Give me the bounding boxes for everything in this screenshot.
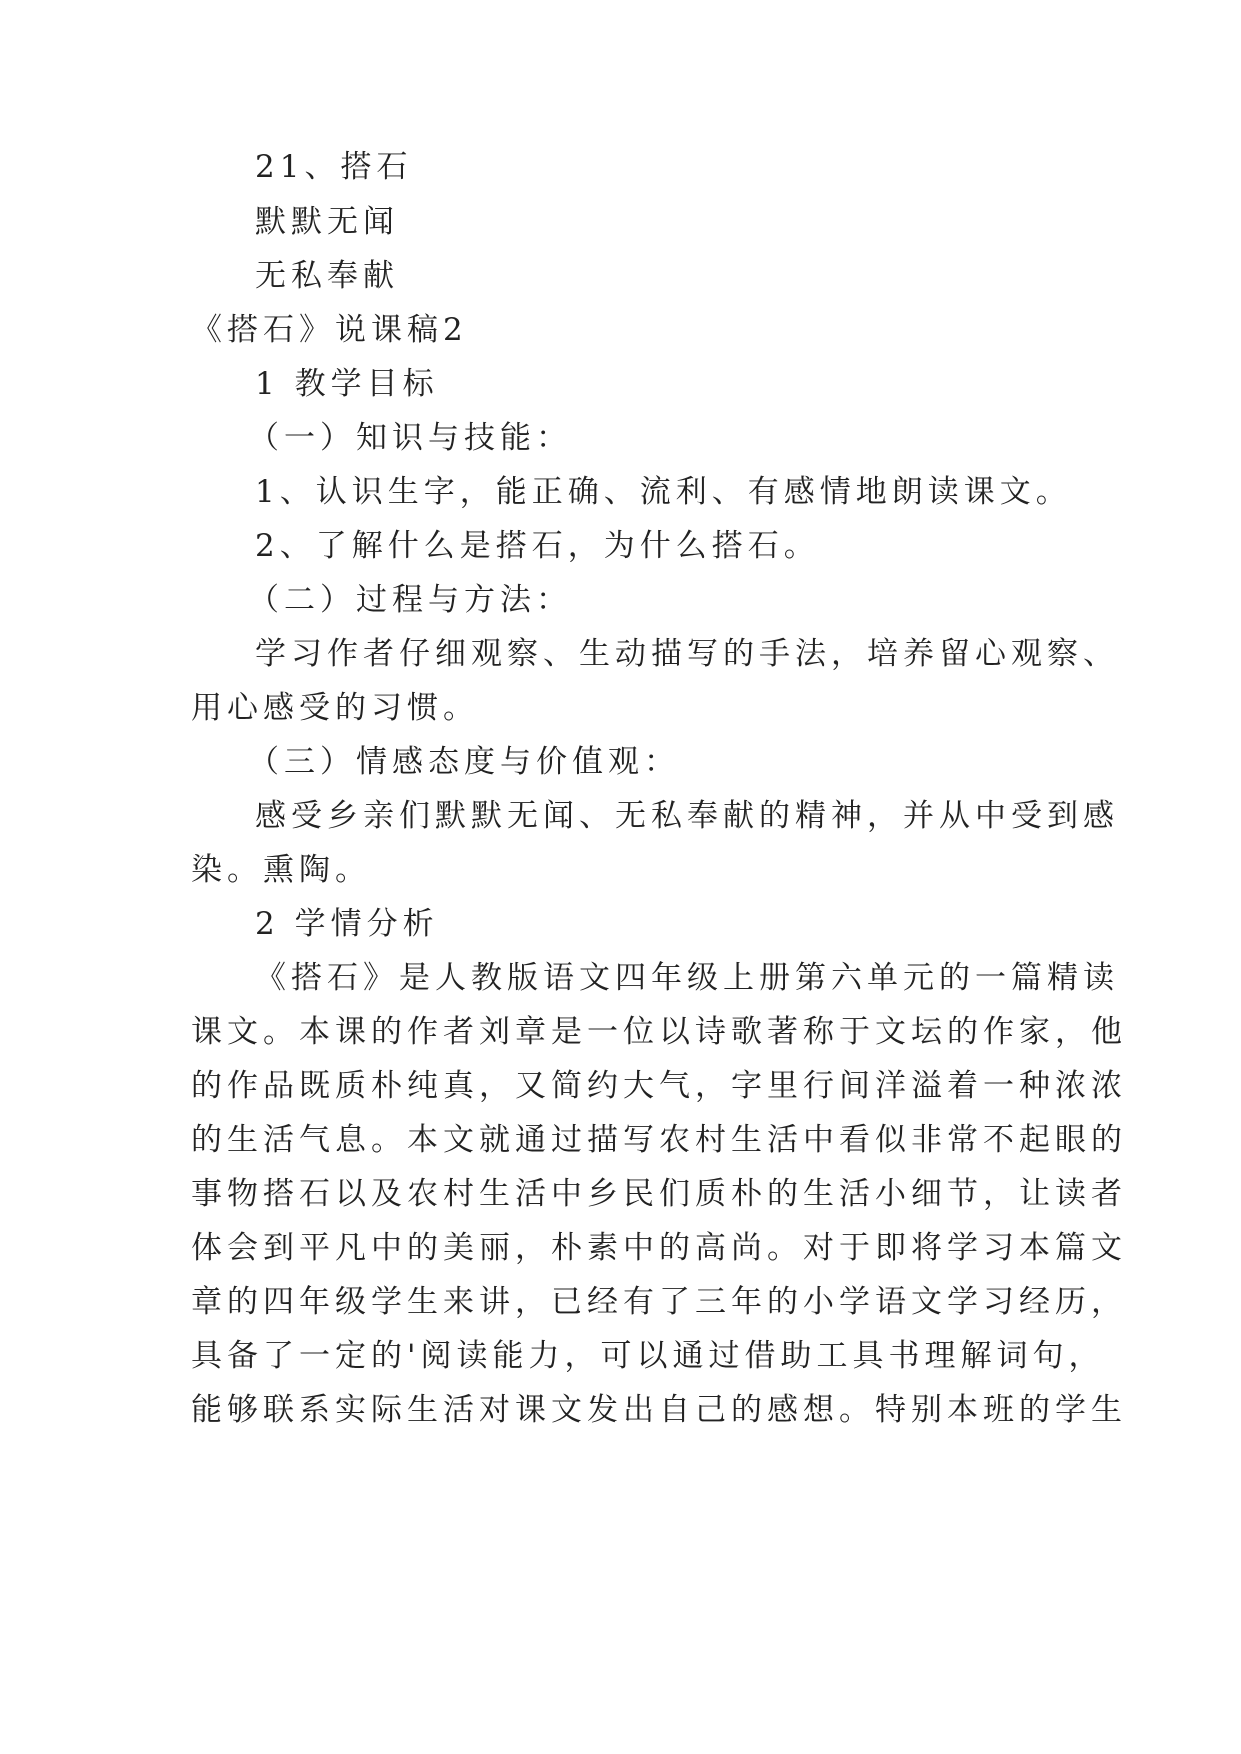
subheading-knowledge-skills: （一）知识与技能： <box>248 420 572 456</box>
lesson-heading: 21、搭石 <box>255 149 413 185</box>
paragraph-line: 用心感受的习惯。 <box>191 690 479 726</box>
board-keyword-1: 默默无闻 <box>255 204 399 240</box>
paragraph-line: 染。熏陶。 <box>191 852 371 888</box>
paragraph-line: 的生活气息。本文就通过描写农村生活中看似非常不起眼的 <box>191 1122 1127 1158</box>
paragraph-line: 能够联系实际生活对课文发出自己的感想。特别本班的学生 <box>191 1392 1127 1428</box>
paragraph-line: 体会到平凡中的美丽，朴素中的高尚。对于即将学习本篇文 <box>191 1230 1127 1266</box>
paragraph-line: 的作品既质朴纯真，又简约大气，字里行间洋溢着一种浓浓 <box>191 1068 1127 1104</box>
subheading-process-methods: （二）过程与方法： <box>248 582 572 618</box>
paragraph-line: 具备了一定的'阅读能力，可以通过借助工具书理解词句， <box>191 1338 1105 1374</box>
heading-teaching-goals: 1 教学目标 <box>255 366 439 402</box>
paragraph-line: 《搭石》是人教版语文四年级上册第六单元的一篇精读 <box>255 960 1119 996</box>
goal-item-2: 2、了解什么是搭石，为什么搭石。 <box>255 528 820 564</box>
heading-student-analysis: 2 学情分析 <box>255 906 439 942</box>
paragraph-line: 感受乡亲们默默无闻、无私奉献的精神，并从中受到感 <box>255 798 1119 834</box>
section-title: 《搭石》说课稿2 <box>191 312 468 348</box>
paragraph-line: 章的四年级学生来讲，已经有了三年的小学语文学习经历， <box>191 1284 1127 1320</box>
paragraph-line: 学习作者仔细观察、生动描写的手法，培养留心观察、 <box>255 636 1119 672</box>
board-keyword-2: 无私奉献 <box>255 258 399 294</box>
paragraph-line: 课文。本课的作者刘章是一位以诗歌著称于文坛的作家，他 <box>191 1014 1127 1050</box>
subheading-emotion-values: （三）情感态度与价值观： <box>248 744 680 780</box>
paragraph-line: 事物搭石以及农村生活中乡民们质朴的生活小细节，让读者 <box>191 1176 1127 1212</box>
goal-item-1: 1、认识生字，能正确、流利、有感情地朗读课文。 <box>255 474 1072 510</box>
